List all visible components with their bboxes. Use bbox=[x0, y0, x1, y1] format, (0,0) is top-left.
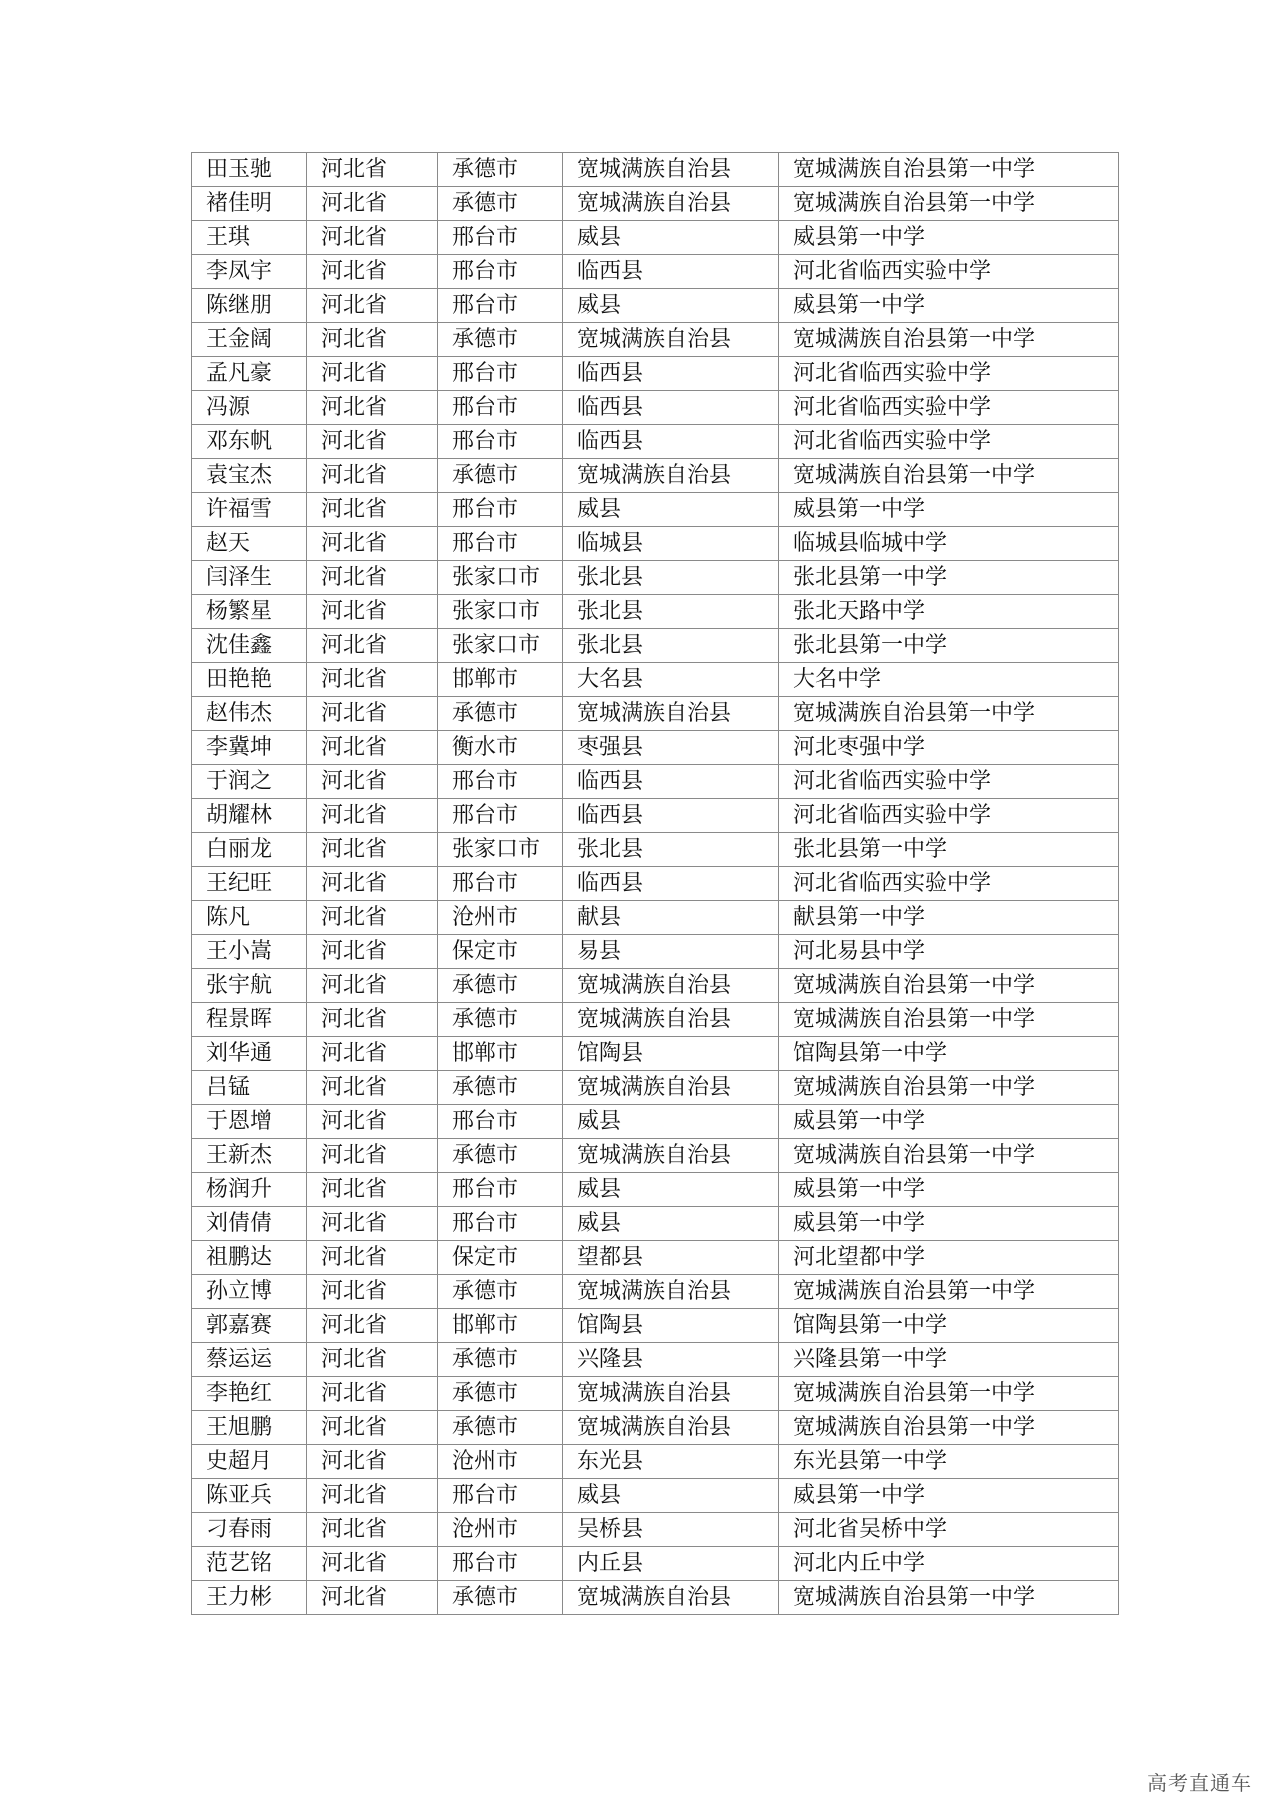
table-row bbox=[192, 1275, 1119, 1309]
province-cell: 河北省 bbox=[307, 629, 438, 663]
table-row bbox=[192, 1581, 1119, 1615]
name-cell: 于恩增 bbox=[192, 1105, 307, 1139]
county-cell: 张北县 bbox=[563, 561, 779, 595]
table-row bbox=[192, 1139, 1119, 1173]
city-cell: 邯郸市 bbox=[438, 1037, 563, 1071]
city-cell: 邢台市 bbox=[438, 289, 563, 323]
table-row bbox=[192, 425, 1119, 459]
table-row bbox=[192, 629, 1119, 663]
table-row bbox=[192, 255, 1119, 289]
county-cell: 威县 bbox=[563, 1105, 779, 1139]
county-cell: 临西县 bbox=[563, 765, 779, 799]
city-cell: 承德市 bbox=[438, 1071, 563, 1105]
county-cell: 威县 bbox=[563, 289, 779, 323]
table-row bbox=[192, 1411, 1119, 1445]
county-cell: 临西县 bbox=[563, 391, 779, 425]
province-cell: 河北省 bbox=[307, 595, 438, 629]
school-cell: 河北省临西实验中学 bbox=[779, 357, 1119, 391]
name-cell: 沈佳鑫 bbox=[192, 629, 307, 663]
county-cell: 宽城满族自治县 bbox=[563, 1139, 779, 1173]
table-row bbox=[192, 357, 1119, 391]
name-cell: 田艳艳 bbox=[192, 663, 307, 697]
table-row bbox=[192, 1513, 1119, 1547]
name-cell: 赵伟杰 bbox=[192, 697, 307, 731]
province-cell: 河北省 bbox=[307, 391, 438, 425]
table-row bbox=[192, 1207, 1119, 1241]
county-cell: 望都县 bbox=[563, 1241, 779, 1275]
province-cell: 河北省 bbox=[307, 697, 438, 731]
name-cell: 李冀坤 bbox=[192, 731, 307, 765]
county-cell: 东光县 bbox=[563, 1445, 779, 1479]
table-row bbox=[192, 1445, 1119, 1479]
name-cell: 王琪 bbox=[192, 221, 307, 255]
city-cell: 承德市 bbox=[438, 1377, 563, 1411]
school-cell: 东光县第一中学 bbox=[779, 1445, 1119, 1479]
school-cell: 河北省吴桥中学 bbox=[779, 1513, 1119, 1547]
city-cell: 保定市 bbox=[438, 1241, 563, 1275]
city-cell: 承德市 bbox=[438, 459, 563, 493]
table-row bbox=[192, 323, 1119, 357]
province-cell: 河北省 bbox=[307, 289, 438, 323]
city-cell: 邢台市 bbox=[438, 867, 563, 901]
name-cell: 刘华通 bbox=[192, 1037, 307, 1071]
name-cell: 王力彬 bbox=[192, 1581, 307, 1615]
table-row bbox=[192, 391, 1119, 425]
table-row bbox=[192, 1377, 1119, 1411]
school-cell: 河北省临西实验中学 bbox=[779, 425, 1119, 459]
table-row bbox=[192, 969, 1119, 1003]
province-cell: 河北省 bbox=[307, 1071, 438, 1105]
school-cell: 宽城满族自治县第一中学 bbox=[779, 1581, 1119, 1615]
province-cell: 河北省 bbox=[307, 799, 438, 833]
student-list-table bbox=[191, 152, 1119, 1615]
city-cell: 邢台市 bbox=[438, 1173, 563, 1207]
name-cell: 孟凡豪 bbox=[192, 357, 307, 391]
province-cell: 河北省 bbox=[307, 1343, 438, 1377]
name-cell: 邓东帆 bbox=[192, 425, 307, 459]
county-cell: 宽城满族自治县 bbox=[563, 697, 779, 731]
city-cell: 邢台市 bbox=[438, 493, 563, 527]
name-cell: 李艳红 bbox=[192, 1377, 307, 1411]
table-row bbox=[192, 901, 1119, 935]
school-cell: 威县第一中学 bbox=[779, 1173, 1119, 1207]
city-cell: 承德市 bbox=[438, 697, 563, 731]
school-cell: 张北天路中学 bbox=[779, 595, 1119, 629]
province-cell: 河北省 bbox=[307, 357, 438, 391]
province-cell: 河北省 bbox=[307, 561, 438, 595]
county-cell: 张北县 bbox=[563, 833, 779, 867]
province-cell: 河北省 bbox=[307, 901, 438, 935]
school-cell: 馆陶县第一中学 bbox=[779, 1037, 1119, 1071]
name-cell: 张宇航 bbox=[192, 969, 307, 1003]
county-cell: 临西县 bbox=[563, 255, 779, 289]
city-cell: 邯郸市 bbox=[438, 1309, 563, 1343]
name-cell: 田玉驰 bbox=[192, 153, 307, 187]
province-cell: 河北省 bbox=[307, 1377, 438, 1411]
name-cell: 冯源 bbox=[192, 391, 307, 425]
province-cell: 河北省 bbox=[307, 969, 438, 1003]
table-row bbox=[192, 867, 1119, 901]
name-cell: 范艺铭 bbox=[192, 1547, 307, 1581]
county-cell: 临西县 bbox=[563, 357, 779, 391]
name-cell: 杨繁星 bbox=[192, 595, 307, 629]
school-cell: 大名中学 bbox=[779, 663, 1119, 697]
table-row bbox=[192, 765, 1119, 799]
province-cell: 河北省 bbox=[307, 1513, 438, 1547]
city-cell: 邢台市 bbox=[438, 799, 563, 833]
name-cell: 郭嘉赛 bbox=[192, 1309, 307, 1343]
city-cell: 沧州市 bbox=[438, 1513, 563, 1547]
school-cell: 宽城满族自治县第一中学 bbox=[779, 187, 1119, 221]
city-cell: 张家口市 bbox=[438, 833, 563, 867]
city-cell: 承德市 bbox=[438, 1275, 563, 1309]
city-cell: 邢台市 bbox=[438, 1105, 563, 1139]
province-cell: 河北省 bbox=[307, 1139, 438, 1173]
county-cell: 宽城满族自治县 bbox=[563, 969, 779, 1003]
watermark-text: 高考直通车 bbox=[1147, 1771, 1252, 1795]
school-cell: 张北县第一中学 bbox=[779, 561, 1119, 595]
province-cell: 河北省 bbox=[307, 323, 438, 357]
city-cell: 邢台市 bbox=[438, 527, 563, 561]
county-cell: 大名县 bbox=[563, 663, 779, 697]
county-cell: 馆陶县 bbox=[563, 1309, 779, 1343]
province-cell: 河北省 bbox=[307, 153, 438, 187]
school-cell: 河北易县中学 bbox=[779, 935, 1119, 969]
school-cell: 临城县临城中学 bbox=[779, 527, 1119, 561]
province-cell: 河北省 bbox=[307, 663, 438, 697]
table-row bbox=[192, 1173, 1119, 1207]
province-cell: 河北省 bbox=[307, 1479, 438, 1513]
city-cell: 邢台市 bbox=[438, 391, 563, 425]
school-cell: 宽城满族自治县第一中学 bbox=[779, 697, 1119, 731]
province-cell: 河北省 bbox=[307, 459, 438, 493]
name-cell: 王金阔 bbox=[192, 323, 307, 357]
table-row bbox=[192, 1037, 1119, 1071]
school-cell: 威县第一中学 bbox=[779, 1105, 1119, 1139]
city-cell: 承德市 bbox=[438, 969, 563, 1003]
school-cell: 威县第一中学 bbox=[779, 493, 1119, 527]
county-cell: 宽城满族自治县 bbox=[563, 323, 779, 357]
province-cell: 河北省 bbox=[307, 1207, 438, 1241]
county-cell: 兴隆县 bbox=[563, 1343, 779, 1377]
county-cell: 宽城满族自治县 bbox=[563, 459, 779, 493]
name-cell: 李凤宇 bbox=[192, 255, 307, 289]
table-row bbox=[192, 153, 1119, 187]
school-cell: 宽城满族自治县第一中学 bbox=[779, 1139, 1119, 1173]
province-cell: 河北省 bbox=[307, 1003, 438, 1037]
school-cell: 宽城满族自治县第一中学 bbox=[779, 459, 1119, 493]
table-row bbox=[192, 187, 1119, 221]
name-cell: 陈凡 bbox=[192, 901, 307, 935]
name-cell: 王新杰 bbox=[192, 1139, 307, 1173]
city-cell: 邢台市 bbox=[438, 221, 563, 255]
school-cell: 宽城满族自治县第一中学 bbox=[779, 1411, 1119, 1445]
county-cell: 宽城满族自治县 bbox=[563, 1003, 779, 1037]
school-cell: 河北省临西实验中学 bbox=[779, 255, 1119, 289]
table-row bbox=[192, 1105, 1119, 1139]
county-cell: 临西县 bbox=[563, 867, 779, 901]
city-cell: 邢台市 bbox=[438, 1479, 563, 1513]
city-cell: 沧州市 bbox=[438, 901, 563, 935]
name-cell: 史超月 bbox=[192, 1445, 307, 1479]
province-cell: 河北省 bbox=[307, 493, 438, 527]
city-cell: 承德市 bbox=[438, 1581, 563, 1615]
province-cell: 河北省 bbox=[307, 1037, 438, 1071]
school-cell: 河北省临西实验中学 bbox=[779, 391, 1119, 425]
county-cell: 威县 bbox=[563, 1207, 779, 1241]
county-cell: 临城县 bbox=[563, 527, 779, 561]
school-cell: 河北省临西实验中学 bbox=[779, 799, 1119, 833]
school-cell: 馆陶县第一中学 bbox=[779, 1309, 1119, 1343]
name-cell: 刁春雨 bbox=[192, 1513, 307, 1547]
table-row bbox=[192, 1309, 1119, 1343]
county-cell: 吴桥县 bbox=[563, 1513, 779, 1547]
province-cell: 河北省 bbox=[307, 1173, 438, 1207]
name-cell: 王纪旺 bbox=[192, 867, 307, 901]
table-row bbox=[192, 663, 1119, 697]
county-cell: 宽城满族自治县 bbox=[563, 187, 779, 221]
city-cell: 衡水市 bbox=[438, 731, 563, 765]
city-cell: 张家口市 bbox=[438, 629, 563, 663]
table-row bbox=[192, 935, 1119, 969]
table-row bbox=[192, 1241, 1119, 1275]
name-cell: 白丽龙 bbox=[192, 833, 307, 867]
name-cell: 程景晖 bbox=[192, 1003, 307, 1037]
table-row bbox=[192, 595, 1119, 629]
city-cell: 承德市 bbox=[438, 323, 563, 357]
county-cell: 威县 bbox=[563, 1173, 779, 1207]
name-cell: 于润之 bbox=[192, 765, 307, 799]
county-cell: 宽城满族自治县 bbox=[563, 1581, 779, 1615]
county-cell: 威县 bbox=[563, 493, 779, 527]
table-row bbox=[192, 221, 1119, 255]
county-cell: 宽城满族自治县 bbox=[563, 1411, 779, 1445]
name-cell: 祖鹏达 bbox=[192, 1241, 307, 1275]
school-cell: 威县第一中学 bbox=[779, 1207, 1119, 1241]
province-cell: 河北省 bbox=[307, 1547, 438, 1581]
county-cell: 威县 bbox=[563, 1479, 779, 1513]
province-cell: 河北省 bbox=[307, 1105, 438, 1139]
table-row bbox=[192, 1343, 1119, 1377]
city-cell: 邢台市 bbox=[438, 1207, 563, 1241]
name-cell: 蔡运运 bbox=[192, 1343, 307, 1377]
table-row bbox=[192, 1003, 1119, 1037]
name-cell: 吕锰 bbox=[192, 1071, 307, 1105]
table-row bbox=[192, 833, 1119, 867]
school-cell: 宽城满族自治县第一中学 bbox=[779, 1071, 1119, 1105]
school-cell: 宽城满族自治县第一中学 bbox=[779, 1377, 1119, 1411]
school-cell: 威县第一中学 bbox=[779, 289, 1119, 323]
city-cell: 承德市 bbox=[438, 1139, 563, 1173]
school-cell: 宽城满族自治县第一中学 bbox=[779, 1003, 1119, 1037]
name-cell: 许福雪 bbox=[192, 493, 307, 527]
county-cell: 张北县 bbox=[563, 629, 779, 663]
county-cell: 威县 bbox=[563, 221, 779, 255]
province-cell: 河北省 bbox=[307, 731, 438, 765]
province-cell: 河北省 bbox=[307, 1581, 438, 1615]
school-cell: 威县第一中学 bbox=[779, 221, 1119, 255]
county-cell: 宽城满族自治县 bbox=[563, 1275, 779, 1309]
school-cell: 河北省临西实验中学 bbox=[779, 867, 1119, 901]
city-cell: 邢台市 bbox=[438, 357, 563, 391]
county-cell: 馆陶县 bbox=[563, 1037, 779, 1071]
city-cell: 邢台市 bbox=[438, 255, 563, 289]
school-cell: 河北省临西实验中学 bbox=[779, 765, 1119, 799]
name-cell: 陈亚兵 bbox=[192, 1479, 307, 1513]
city-cell: 邢台市 bbox=[438, 425, 563, 459]
school-cell: 张北县第一中学 bbox=[779, 833, 1119, 867]
province-cell: 河北省 bbox=[307, 187, 438, 221]
province-cell: 河北省 bbox=[307, 527, 438, 561]
school-cell: 河北枣强中学 bbox=[779, 731, 1119, 765]
school-cell: 河北望都中学 bbox=[779, 1241, 1119, 1275]
city-cell: 承德市 bbox=[438, 187, 563, 221]
county-cell: 易县 bbox=[563, 935, 779, 969]
table-row bbox=[192, 799, 1119, 833]
city-cell: 承德市 bbox=[438, 1003, 563, 1037]
city-cell: 张家口市 bbox=[438, 561, 563, 595]
city-cell: 承德市 bbox=[438, 1343, 563, 1377]
school-cell: 宽城满族自治县第一中学 bbox=[779, 1275, 1119, 1309]
school-cell: 威县第一中学 bbox=[779, 1479, 1119, 1513]
table-row bbox=[192, 1071, 1119, 1105]
county-cell: 枣强县 bbox=[563, 731, 779, 765]
province-cell: 河北省 bbox=[307, 1445, 438, 1479]
province-cell: 河北省 bbox=[307, 935, 438, 969]
name-cell: 孙立博 bbox=[192, 1275, 307, 1309]
name-cell: 闫泽生 bbox=[192, 561, 307, 595]
city-cell: 承德市 bbox=[438, 1411, 563, 1445]
name-cell: 王小嵩 bbox=[192, 935, 307, 969]
city-cell: 沧州市 bbox=[438, 1445, 563, 1479]
table-row bbox=[192, 1479, 1119, 1513]
city-cell: 邢台市 bbox=[438, 1547, 563, 1581]
province-cell: 河北省 bbox=[307, 833, 438, 867]
name-cell: 胡耀林 bbox=[192, 799, 307, 833]
county-cell: 宽城满族自治县 bbox=[563, 1377, 779, 1411]
name-cell: 陈继朋 bbox=[192, 289, 307, 323]
school-cell: 宽城满族自治县第一中学 bbox=[779, 323, 1119, 357]
county-cell: 张北县 bbox=[563, 595, 779, 629]
table-row bbox=[192, 493, 1119, 527]
city-cell: 张家口市 bbox=[438, 595, 563, 629]
county-cell: 宽城满族自治县 bbox=[563, 153, 779, 187]
student-list-body bbox=[192, 153, 1119, 1615]
table-row bbox=[192, 561, 1119, 595]
school-cell: 河北内丘中学 bbox=[779, 1547, 1119, 1581]
name-cell: 杨润升 bbox=[192, 1173, 307, 1207]
province-cell: 河北省 bbox=[307, 255, 438, 289]
name-cell: 赵天 bbox=[192, 527, 307, 561]
school-cell: 张北县第一中学 bbox=[779, 629, 1119, 663]
province-cell: 河北省 bbox=[307, 1411, 438, 1445]
province-cell: 河北省 bbox=[307, 1241, 438, 1275]
table-row bbox=[192, 289, 1119, 323]
name-cell: 褚佳明 bbox=[192, 187, 307, 221]
name-cell: 刘倩倩 bbox=[192, 1207, 307, 1241]
city-cell: 承德市 bbox=[438, 153, 563, 187]
province-cell: 河北省 bbox=[307, 1275, 438, 1309]
province-cell: 河北省 bbox=[307, 221, 438, 255]
county-cell: 临西县 bbox=[563, 425, 779, 459]
name-cell: 王旭鹏 bbox=[192, 1411, 307, 1445]
name-cell: 袁宝杰 bbox=[192, 459, 307, 493]
table-row bbox=[192, 459, 1119, 493]
school-cell: 献县第一中学 bbox=[779, 901, 1119, 935]
county-cell: 宽城满族自治县 bbox=[563, 1071, 779, 1105]
county-cell: 临西县 bbox=[563, 799, 779, 833]
school-cell: 兴隆县第一中学 bbox=[779, 1343, 1119, 1377]
province-cell: 河北省 bbox=[307, 425, 438, 459]
table-row bbox=[192, 1547, 1119, 1581]
county-cell: 献县 bbox=[563, 901, 779, 935]
school-cell: 宽城满族自治县第一中学 bbox=[779, 969, 1119, 1003]
province-cell: 河北省 bbox=[307, 1309, 438, 1343]
city-cell: 邯郸市 bbox=[438, 663, 563, 697]
table-row bbox=[192, 527, 1119, 561]
table-row bbox=[192, 731, 1119, 765]
city-cell: 邢台市 bbox=[438, 765, 563, 799]
county-cell: 内丘县 bbox=[563, 1547, 779, 1581]
school-cell: 宽城满族自治县第一中学 bbox=[779, 153, 1119, 187]
table-row bbox=[192, 697, 1119, 731]
province-cell: 河北省 bbox=[307, 765, 438, 799]
province-cell: 河北省 bbox=[307, 867, 438, 901]
city-cell: 保定市 bbox=[438, 935, 563, 969]
